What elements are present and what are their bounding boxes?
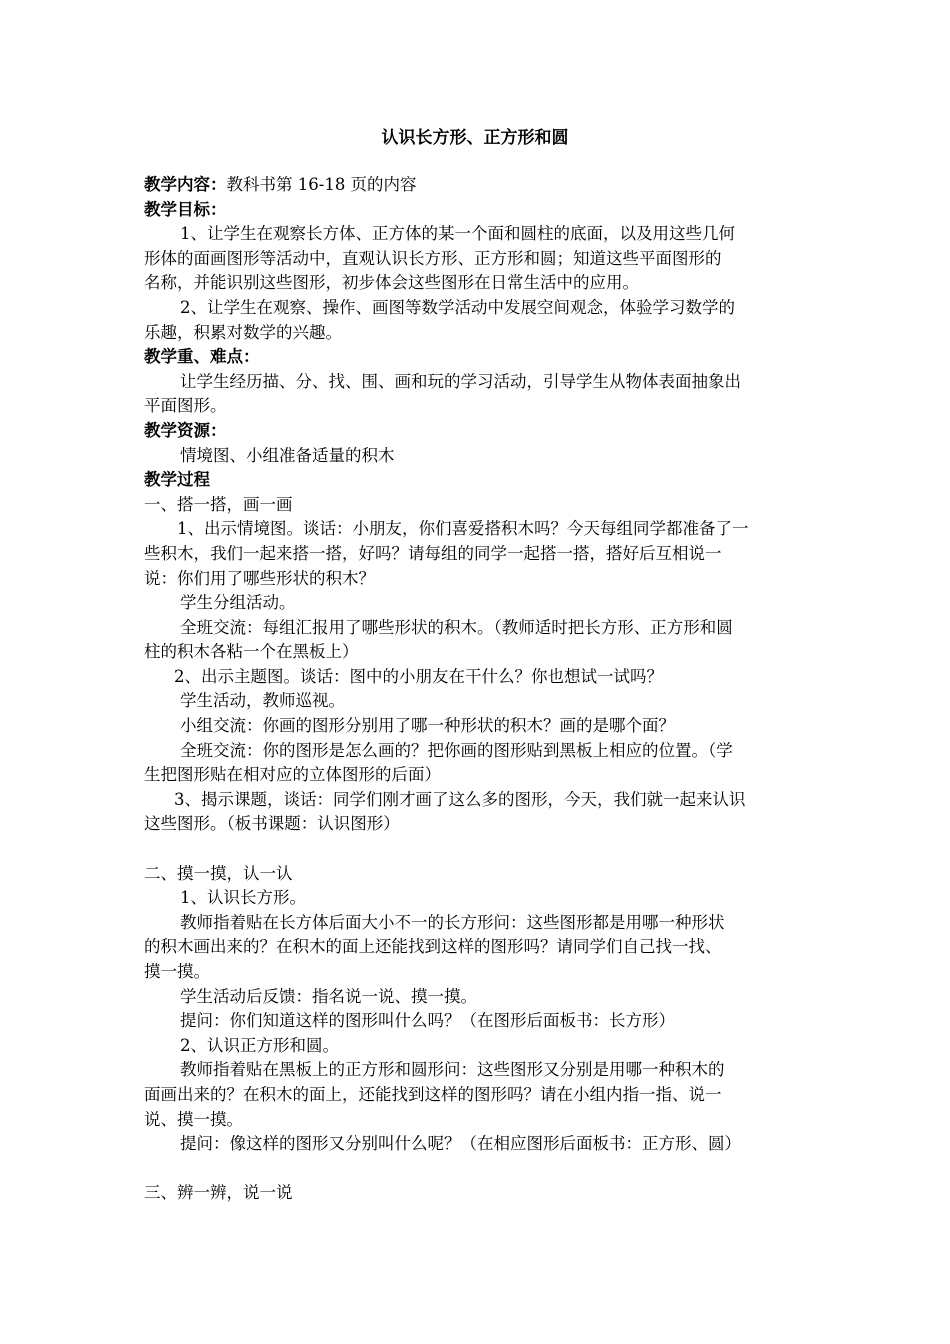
- section-line: 说、摸一摸。: [144, 1109, 243, 1129]
- goals-line: 名称，并能识别这些图形，初步体会这些图形在日常生活中的应用。: [144, 273, 639, 293]
- section-line: 说：你们用了哪些形状的积木？: [144, 568, 375, 588]
- section-line: 1、认识长方形。: [180, 888, 306, 908]
- content-line: [144, 173, 808, 198]
- goals-line: 2、让学生在观察、操作、画图等数学活动中发展空间观念，体验学习数学的: [180, 297, 735, 317]
- section-line: 全班交流：你的图形是怎么画的？把你画的图形贴到黑板上相应的位置。（学: [180, 740, 733, 760]
- key-points-line: 让学生经历描、分、找、围、画和玩的学习活动，引导学生从物体表面抽象出: [180, 371, 741, 391]
- section-line: 提问：像这样的图形又分别叫什么呢？（在相应图形后面板书：正方形、圆）: [180, 1134, 741, 1154]
- goals-line: 乐趣，积累对数学的兴趣。: [144, 322, 342, 342]
- section-line: 1、出示情境图。谈话：小朋友，你们喜爱搭积木吗？今天每组同学都准备了一: [177, 519, 749, 539]
- section-line: 摸一摸。: [144, 962, 210, 981]
- key-points-heading: 教学重、难点：: [144, 347, 260, 367]
- goals-line: 1、让学生在观察长方体、正方体的某一个面和圆柱的底面，以及用这些几何: [180, 224, 735, 244]
- section-line: 学生活动，教师巡视。: [180, 691, 345, 711]
- section-heading: 一、搭一搭，画一画: [144, 494, 293, 514]
- blank-line: [144, 1157, 808, 1182]
- content-label: 教学内容：: [144, 175, 227, 194]
- goals-line: 形体的面画图形等活动中，直观认识长方形、正方形和圆；知道这些平面图形的: [144, 248, 722, 268]
- document-title: 认识长方形、正方形和圆: [381, 128, 569, 148]
- section-line: 生把图形贴在相对应的立体图形的后面）: [144, 765, 441, 785]
- section-line: 全班交流：每组汇报用了哪些形状的积木。（教师适时把长方形、正方形和圆: [180, 617, 733, 637]
- document-body: [144, 173, 808, 1206]
- section-line: 些积木，我们一起来搭一搭，好吗？请每组的同学一起搭一搭，搭好后互相说一: [144, 543, 722, 563]
- resources-line: 情境图、小组准备适量的积木: [180, 445, 395, 465]
- process-heading: 教学过程: [144, 470, 210, 490]
- section-line: 教师指着贴在长方体后面大小不一的长方形问：这些图形都是用哪一种形状: [180, 912, 725, 932]
- section-line: 的积木画出来的？在积木的面上还能找到这样的图形吗？请同学们自己找一找、: [144, 937, 722, 957]
- section-heading: 二、摸一摸，认一认: [144, 863, 293, 883]
- section-line: 柱的积木各粘一个在黑板上）: [144, 642, 359, 662]
- blank-line: [144, 837, 808, 862]
- section-line: 3、揭示课题，谈话：同学们刚才画了这么多的图形，今天，我们就一起来认识: [174, 789, 746, 809]
- section-line: 2、出示主题图。谈话：图中的小朋友在干什么？你也想试一试吗？: [174, 666, 663, 686]
- section-line: 提问：你们知道这样的图形叫什么吗？（在图形后面板书：长方形）: [180, 1011, 675, 1031]
- section-line: 教师指着贴在黑板上的正方形和圆形问：这些图形又分别是用哪一种积木的: [180, 1060, 725, 1080]
- key-points-line: 平面图形。: [144, 396, 227, 416]
- goals-heading: 教学目标：: [144, 199, 227, 219]
- section-line: 2、认识正方形和圆。: [180, 1035, 339, 1055]
- section-line: 学生活动后反馈：指名说一说、摸一摸。: [180, 986, 477, 1006]
- content-text: 教科书第 16-18 页的内容: [226, 175, 417, 194]
- section-line: 学生分组活动。: [180, 593, 296, 613]
- section-line: 小组交流：你画的图形分别用了哪一种形状的积木？画的是哪个面？: [180, 716, 675, 736]
- section-heading: 三、辨一辨，说一说: [144, 1183, 293, 1203]
- resources-heading: 教学资源：: [144, 420, 227, 440]
- section-line: 面画出来的？在积木的面上，还能找到这样的图形吗？请在小组内指一指、说一: [144, 1084, 722, 1104]
- section-line: 这些图形。（板书课题：认识图形）: [144, 814, 400, 834]
